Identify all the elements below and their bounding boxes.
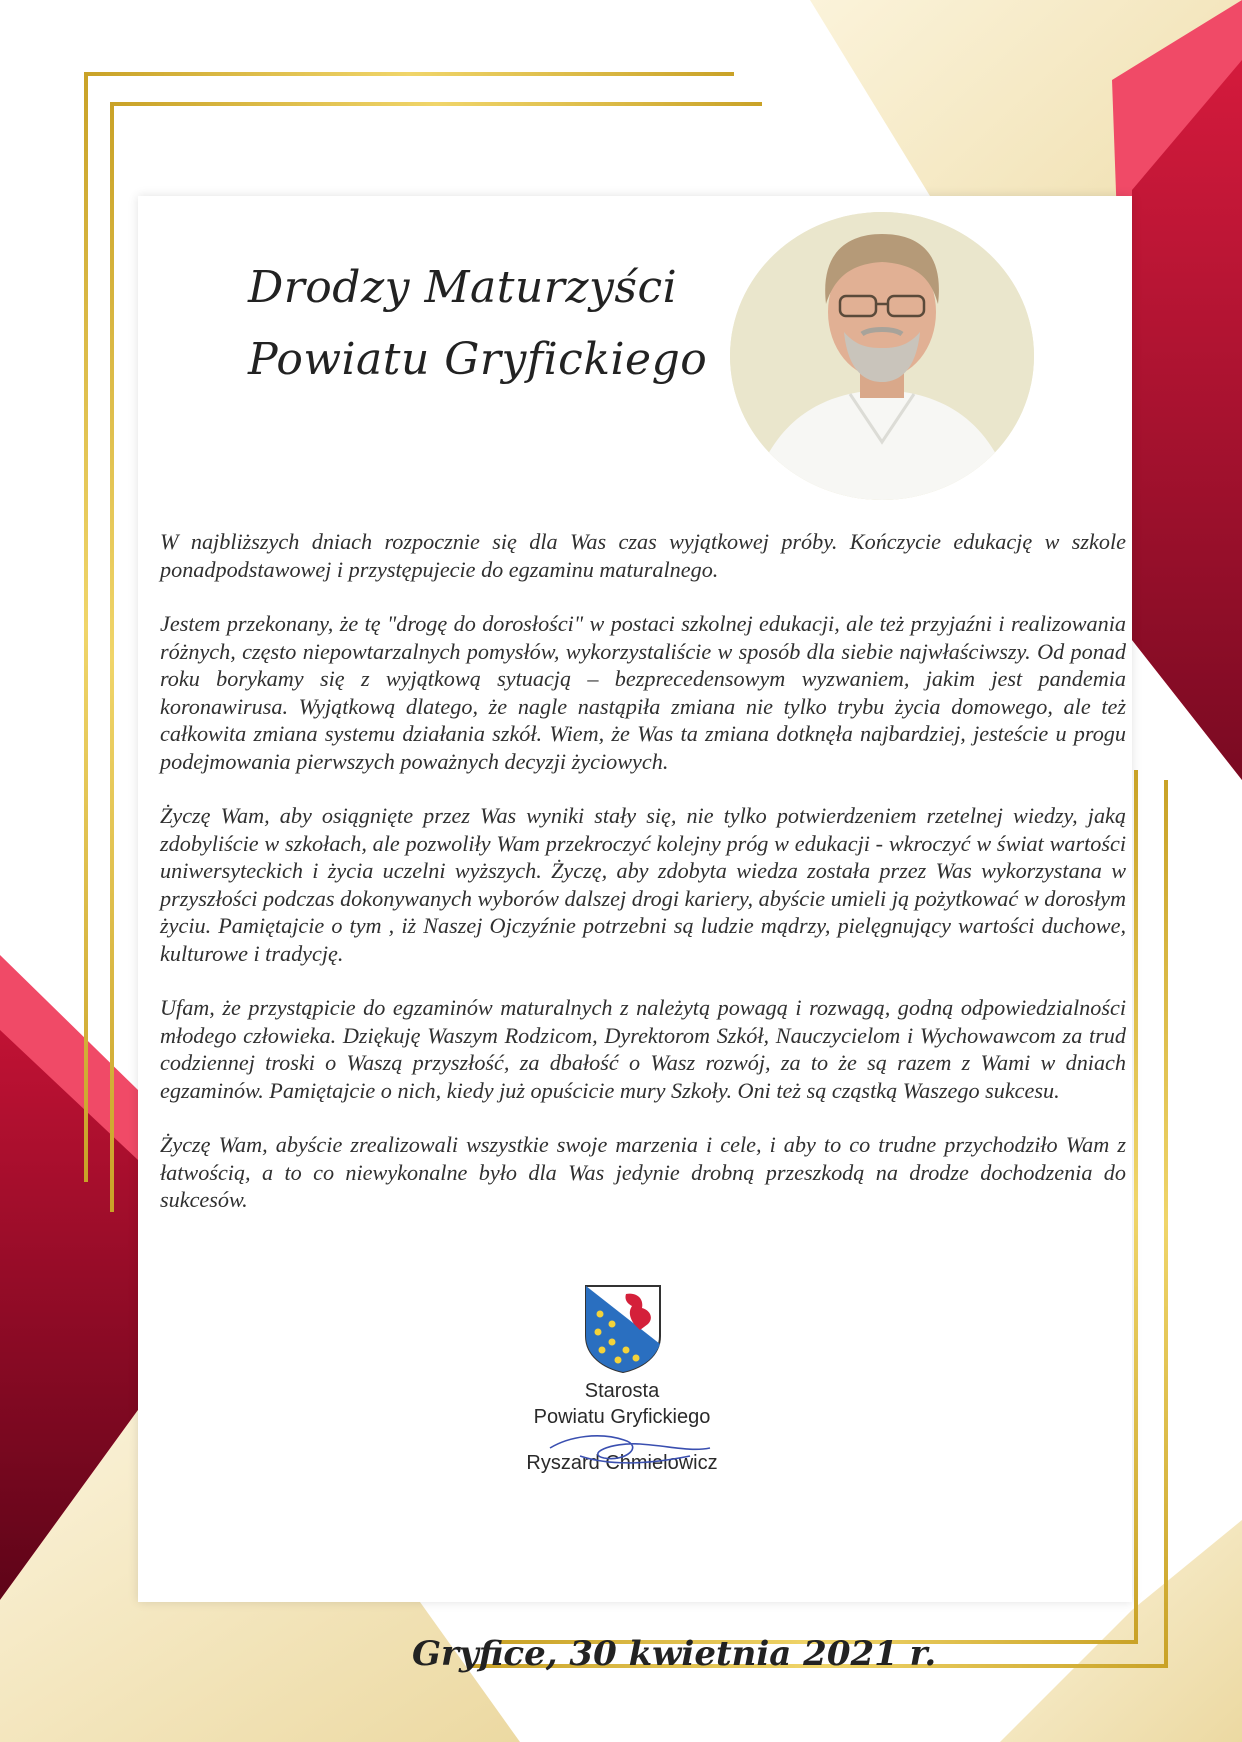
paragraph-1: W najbliższych dniach rozpocznie się dla Was czas wyjątkowej próby. Kończycie edukację w szkole ponadpodstawowej i przystępujecie do egzaminu maturalnego. — [160, 529, 1126, 582]
gold-frame-top-inner — [110, 102, 762, 106]
signature-role-line-1: Starosta — [584, 1380, 660, 1402]
paragraph-2: Jestem przekonany, że tę "drogę do dorosłości" w postaci szkolnej edukacji, ale też przyjaźni i realizowania różnych, często niepowtarzalnych pomysłów, wykorzystaliście w sposób dla siebie najwłaściwszy. Od ponad roku borykamy się z wyjątkową sytuacją – bezprecedensowym wyzwaniem, jakim jest pandemia koronawirusa. Wyjątkową dlatego, że nagle nastąpiła zmiana nie tylko trybu życia domowego, ale też całkowita zmiana systemu działania szkół. Wiem, że Was ta zmiana dotknęła najbardziej, jesteście u progu podejmowania pierwszych poważnych decyzji życiowych. — [160, 611, 1126, 774]
paragraph-4: Ufam, że przystąpicie do egzaminów maturalnych z należytą powagą i rozwagą, godną odpowiedzialności młodego człowieka. Dziękuję Waszym Rodzicom, Dyrektorom Szkół, Nauczycielom i Wychowawcom za trud codziennej troski o Waszą przyszłość, za dbałość o Wasz rozwój, za to że są razem z Wami w dniach egzaminów. Pamiętajcie o nich, kiedy już opuścicie mury Szkoły. Oni też są cząstką Waszego sukcesu. — [160, 995, 1126, 1103]
gold-frame-right-outer — [1164, 780, 1168, 1666]
paragraph-3: Życzę Wam, aby osiągnięte przez Was wyniki stały się, nie tylko potwierdzeniem rzetelnej wiedzy, jaką zdobyliście w szkołach, ale pozwoliły Wam przekroczyć kolejny próg w edukacji - wkroczyć w świat wartości uniwersyteckich i życia uczelni wyższych. Życzę, aby zdobyta wiedza została przez Was wykorzystana w przyszłości podczas dokonywanych wyborów dalszej drogi kariery, abyście umieli ją pożytkować w dorosłym życiu. Pamiętajcie o tym , iż Naszej Ojczyźnie potrzebni są ludzie mądrzy, pielęgnujący wartości duchowe, kulturowe i tradycję. — [160, 803, 1126, 966]
title-line-2: Powiatu Gryfickiego — [248, 334, 708, 385]
gold-frame-right-inner — [1134, 770, 1138, 1640]
handwritten-signature — [540, 1422, 720, 1482]
letter-body — [160, 528, 1126, 1241]
coat-of-arms-icon — [584, 1284, 662, 1374]
title-line-1: Drodzy Maturzyści — [248, 262, 678, 313]
signature-name: Ryszard Chmielowicz — [526, 1452, 718, 1474]
portrait-illustration — [730, 212, 1034, 500]
signature-role-line-2: Powiatu Gryfickiego — [533, 1406, 711, 1428]
paragraph-5: Życzę Wam, abyście zrealizowali wszystkie swoje marzenia i cele, i aby to co trudne przychodziło Wam z łatwością, a to co niewykonalne było dla Was jedynie drobną przeszkodą na drodze dochodzenia do sukcesów. — [160, 1132, 1126, 1212]
date-line: Gryfice, 30 kwietnia 2021 r. — [412, 1634, 937, 1674]
letter-title — [248, 252, 708, 396]
gold-frame-left-inner — [110, 102, 114, 1212]
gold-frame-left-outer — [84, 72, 88, 1182]
gold-frame-top-outer — [84, 72, 734, 76]
portrait-photo — [730, 212, 1034, 500]
